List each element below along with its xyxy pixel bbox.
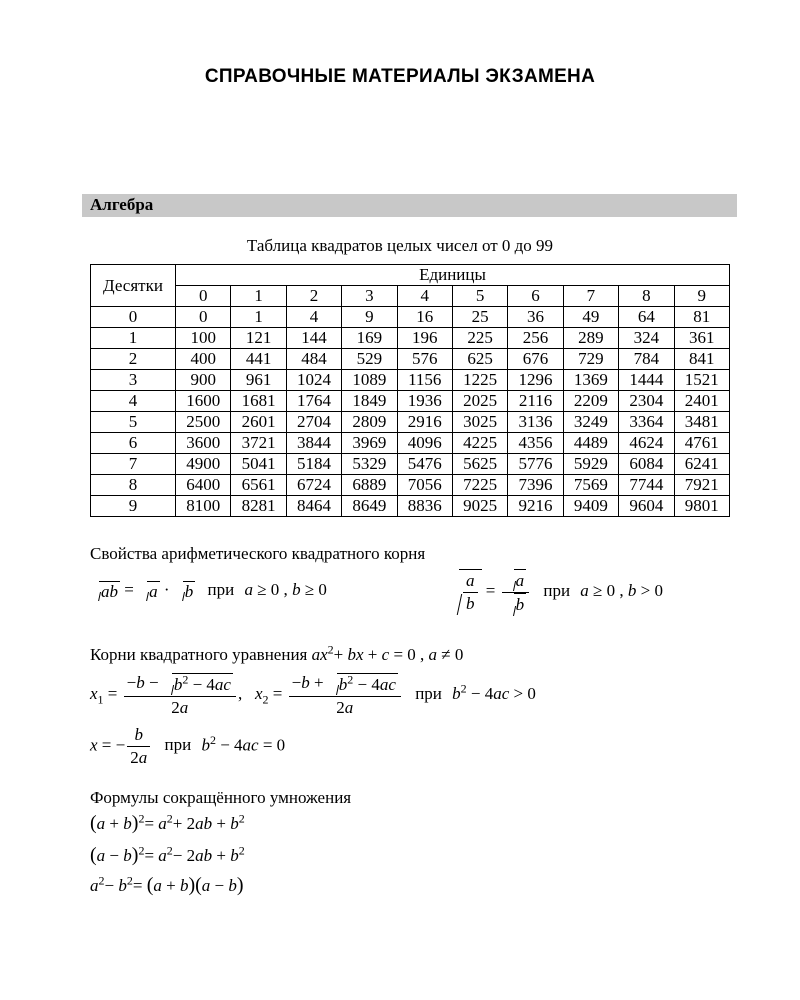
tens-cell: 8 — [91, 475, 176, 496]
square-cell: 3249 — [563, 412, 618, 433]
square-cell: 5929 — [563, 454, 618, 475]
tens-cell: 3 — [91, 370, 176, 391]
square-cell: 7225 — [452, 475, 507, 496]
condition-word: при — [207, 580, 235, 599]
square-cell: 324 — [619, 328, 674, 349]
units-row — [91, 286, 730, 307]
square-cell: 9409 — [563, 496, 618, 517]
square-cell: 100 — [176, 328, 231, 349]
tens-cell: 2 — [91, 349, 176, 370]
square-cell: 3136 — [508, 412, 563, 433]
square-cell: 3364 — [619, 412, 674, 433]
unit-header: 4 — [397, 286, 452, 307]
tens-cell: 1 — [91, 328, 176, 349]
tens-cell: 4 — [91, 391, 176, 412]
page-title: СПРАВОЧНЫЕ МАТЕРИАЛЫ ЭКЗАМЕНА — [204, 66, 596, 87]
square-cell: 2500 — [176, 412, 231, 433]
square-of-difference-formula: $(a - b)^2= a^2- 2ab + b^2$ — [90, 843, 245, 866]
square-cell: 6241 — [674, 454, 729, 475]
square-cell: 4 — [286, 307, 341, 328]
unit-header: 9 — [674, 286, 729, 307]
table-row — [91, 349, 730, 370]
square-cell: 3844 — [286, 433, 341, 454]
square-cell: 3600 — [176, 433, 231, 454]
square-cell: 144 — [286, 328, 341, 349]
square-cell: 676 — [508, 349, 563, 370]
abbrev-heading: Формулы сокращённого умножения — [90, 788, 352, 807]
square-cell: 1681 — [231, 391, 286, 412]
square-cell: 2025 — [452, 391, 507, 412]
square-cell: 841 — [674, 349, 729, 370]
square-cell: 8281 — [231, 496, 286, 517]
condition-word: при — [415, 684, 442, 704]
table-row — [91, 475, 730, 496]
square-cell: 9216 — [508, 496, 563, 517]
square-cell: 1089 — [342, 370, 397, 391]
square-cell: 5184 — [286, 454, 341, 475]
square-cell: 1444 — [619, 370, 674, 391]
square-cell: 9 — [342, 307, 397, 328]
square-cell: 6400 — [176, 475, 231, 496]
square-cell: 225 — [452, 328, 507, 349]
square-cell: 1600 — [176, 391, 231, 412]
square-cell: 7056 — [397, 475, 452, 496]
square-cell: 2916 — [397, 412, 452, 433]
tens-cell: 7 — [91, 454, 176, 475]
sqrt-quotient-formula: $\frac{a}{b}$ = $\frac{a}{b}$ при a ≥ 0 , b > 0 — [450, 568, 663, 616]
unit-header: 7 — [563, 286, 618, 307]
table-row — [91, 454, 730, 475]
square-cell: 1764 — [286, 391, 341, 412]
square-cell: 2304 — [619, 391, 674, 412]
table-row — [91, 496, 730, 517]
square-cell: 121 — [231, 328, 286, 349]
square-cell: 8100 — [176, 496, 231, 517]
square-cell: 4761 — [674, 433, 729, 454]
table-row — [91, 391, 730, 412]
square-cell: 6724 — [286, 475, 341, 496]
square-cell: 6889 — [342, 475, 397, 496]
square-cell: 576 — [397, 349, 452, 370]
unit-header: 2 — [286, 286, 341, 307]
quadratic-roots-formula: $x_1$ = $\frac{-b - b^2 - 4ac}{2a}$ , $x_2$ = $\frac{-b + b^2 - 4ac}{2a}$ при $b^2 - 4ac > 0$ — [90, 671, 536, 717]
quadratic-single-root-formula: x = − $\frac{b}{2a}$ при $b^2 - 4ac = 0$ — [90, 725, 286, 767]
square-cell: 2809 — [342, 412, 397, 433]
condition-word: при — [164, 735, 192, 755]
square-cell: 1521 — [674, 370, 729, 391]
square-cell: 8836 — [397, 496, 452, 517]
table-row — [91, 412, 730, 433]
quadratic-heading: Корни квадратного уравнения $ax^2+$ bx + c = 0 , a ≠ 0 — [90, 642, 464, 664]
square-cell: 3481 — [674, 412, 729, 433]
square-cell: 4624 — [619, 433, 674, 454]
square-cell: 900 — [176, 370, 231, 391]
square-cell: 256 — [508, 328, 563, 349]
square-cell: 5476 — [397, 454, 452, 475]
unit-header: 0 — [176, 286, 231, 307]
square-cell: 5041 — [231, 454, 286, 475]
square-cell: 1156 — [397, 370, 452, 391]
square-cell: 729 — [563, 349, 618, 370]
table-row — [91, 433, 730, 454]
square-cell: 7744 — [619, 475, 674, 496]
square-cell: 4096 — [397, 433, 452, 454]
square-cell: 5329 — [342, 454, 397, 475]
square-cell: 1936 — [397, 391, 452, 412]
square-cell: 7569 — [563, 475, 618, 496]
square-cell: 4489 — [563, 433, 618, 454]
tens-cell: 0 — [91, 307, 176, 328]
square-cell: 484 — [286, 349, 341, 370]
square-cell: 361 — [674, 328, 729, 349]
square-cell: 49 — [563, 307, 618, 328]
table-row — [91, 307, 730, 328]
square-of-sum-formula: $(a + b)^2= a^2+ 2ab + b^2$ — [90, 811, 245, 834]
square-cell: 441 — [231, 349, 286, 370]
unit-header: 8 — [619, 286, 674, 307]
square-cell: 3969 — [342, 433, 397, 454]
unit-header: 1 — [231, 286, 286, 307]
square-cell: 9604 — [619, 496, 674, 517]
tens-cell: 6 — [91, 433, 176, 454]
square-cell: 289 — [563, 328, 618, 349]
square-cell: 5625 — [452, 454, 507, 475]
square-cell: 2401 — [674, 391, 729, 412]
square-cell: 0 — [176, 307, 231, 328]
square-cell: 7396 — [508, 475, 563, 496]
unit-header: 6 — [508, 286, 563, 307]
square-cell: 81 — [674, 307, 729, 328]
square-cell: 2209 — [563, 391, 618, 412]
square-cell: 1296 — [508, 370, 563, 391]
square-cell: 784 — [619, 349, 674, 370]
square-cell: 9025 — [452, 496, 507, 517]
square-cell: 25 — [452, 307, 507, 328]
sqrt-product-formula: ab = a · b при a ≥ 0 , b ≥ 0 — [90, 580, 327, 602]
table-row — [91, 370, 730, 391]
square-cell: 9801 — [674, 496, 729, 517]
section-header — [82, 194, 737, 217]
square-cell: 6084 — [619, 454, 674, 475]
square-cell: 7921 — [674, 475, 729, 496]
square-cell: 4356 — [508, 433, 563, 454]
squares-table — [90, 264, 730, 517]
square-cell: 8464 — [286, 496, 341, 517]
square-cell: 529 — [342, 349, 397, 370]
square-cell: 1 — [231, 307, 286, 328]
table-row — [91, 328, 730, 349]
square-cell: 2704 — [286, 412, 341, 433]
square-cell: 4225 — [452, 433, 507, 454]
table-header-row — [91, 265, 730, 286]
square-cell: 6561 — [231, 475, 286, 496]
square-cell: 1024 — [286, 370, 341, 391]
difference-of-squares-formula: $a^2- b^2= (a + b)(a - b)$ — [90, 873, 244, 896]
square-cell: 1369 — [563, 370, 618, 391]
condition-word: при — [543, 581, 571, 600]
square-cell: 4900 — [176, 454, 231, 475]
square-cell: 8649 — [342, 496, 397, 517]
tens-cell: 9 — [91, 496, 176, 517]
square-cell: 16 — [397, 307, 452, 328]
square-cell: 5776 — [508, 454, 563, 475]
square-cell: 64 — [619, 307, 674, 328]
square-cell: 1849 — [342, 391, 397, 412]
sqrt-props-heading: Свойства арифметического квадратного корня — [90, 544, 426, 563]
square-cell: 961 — [231, 370, 286, 391]
unit-header: 5 — [452, 286, 507, 307]
unit-header: 3 — [342, 286, 397, 307]
square-cell: 400 — [176, 349, 231, 370]
row-header: Десятки — [91, 265, 176, 307]
tens-cell: 5 — [91, 412, 176, 433]
square-cell: 2601 — [231, 412, 286, 433]
square-cell: 36 — [508, 307, 563, 328]
square-cell: 1225 — [452, 370, 507, 391]
square-cell: 169 — [342, 328, 397, 349]
table-body — [91, 307, 730, 517]
square-cell: 3721 — [231, 433, 286, 454]
section-title: Алгебра — [90, 195, 154, 214]
col-header: Единицы — [176, 265, 730, 286]
square-cell: 3025 — [452, 412, 507, 433]
square-cell: 2116 — [508, 391, 563, 412]
table-caption: Таблица квадратов целых чисел от 0 до 99 — [246, 236, 554, 255]
square-cell: 625 — [452, 349, 507, 370]
square-cell: 196 — [397, 328, 452, 349]
